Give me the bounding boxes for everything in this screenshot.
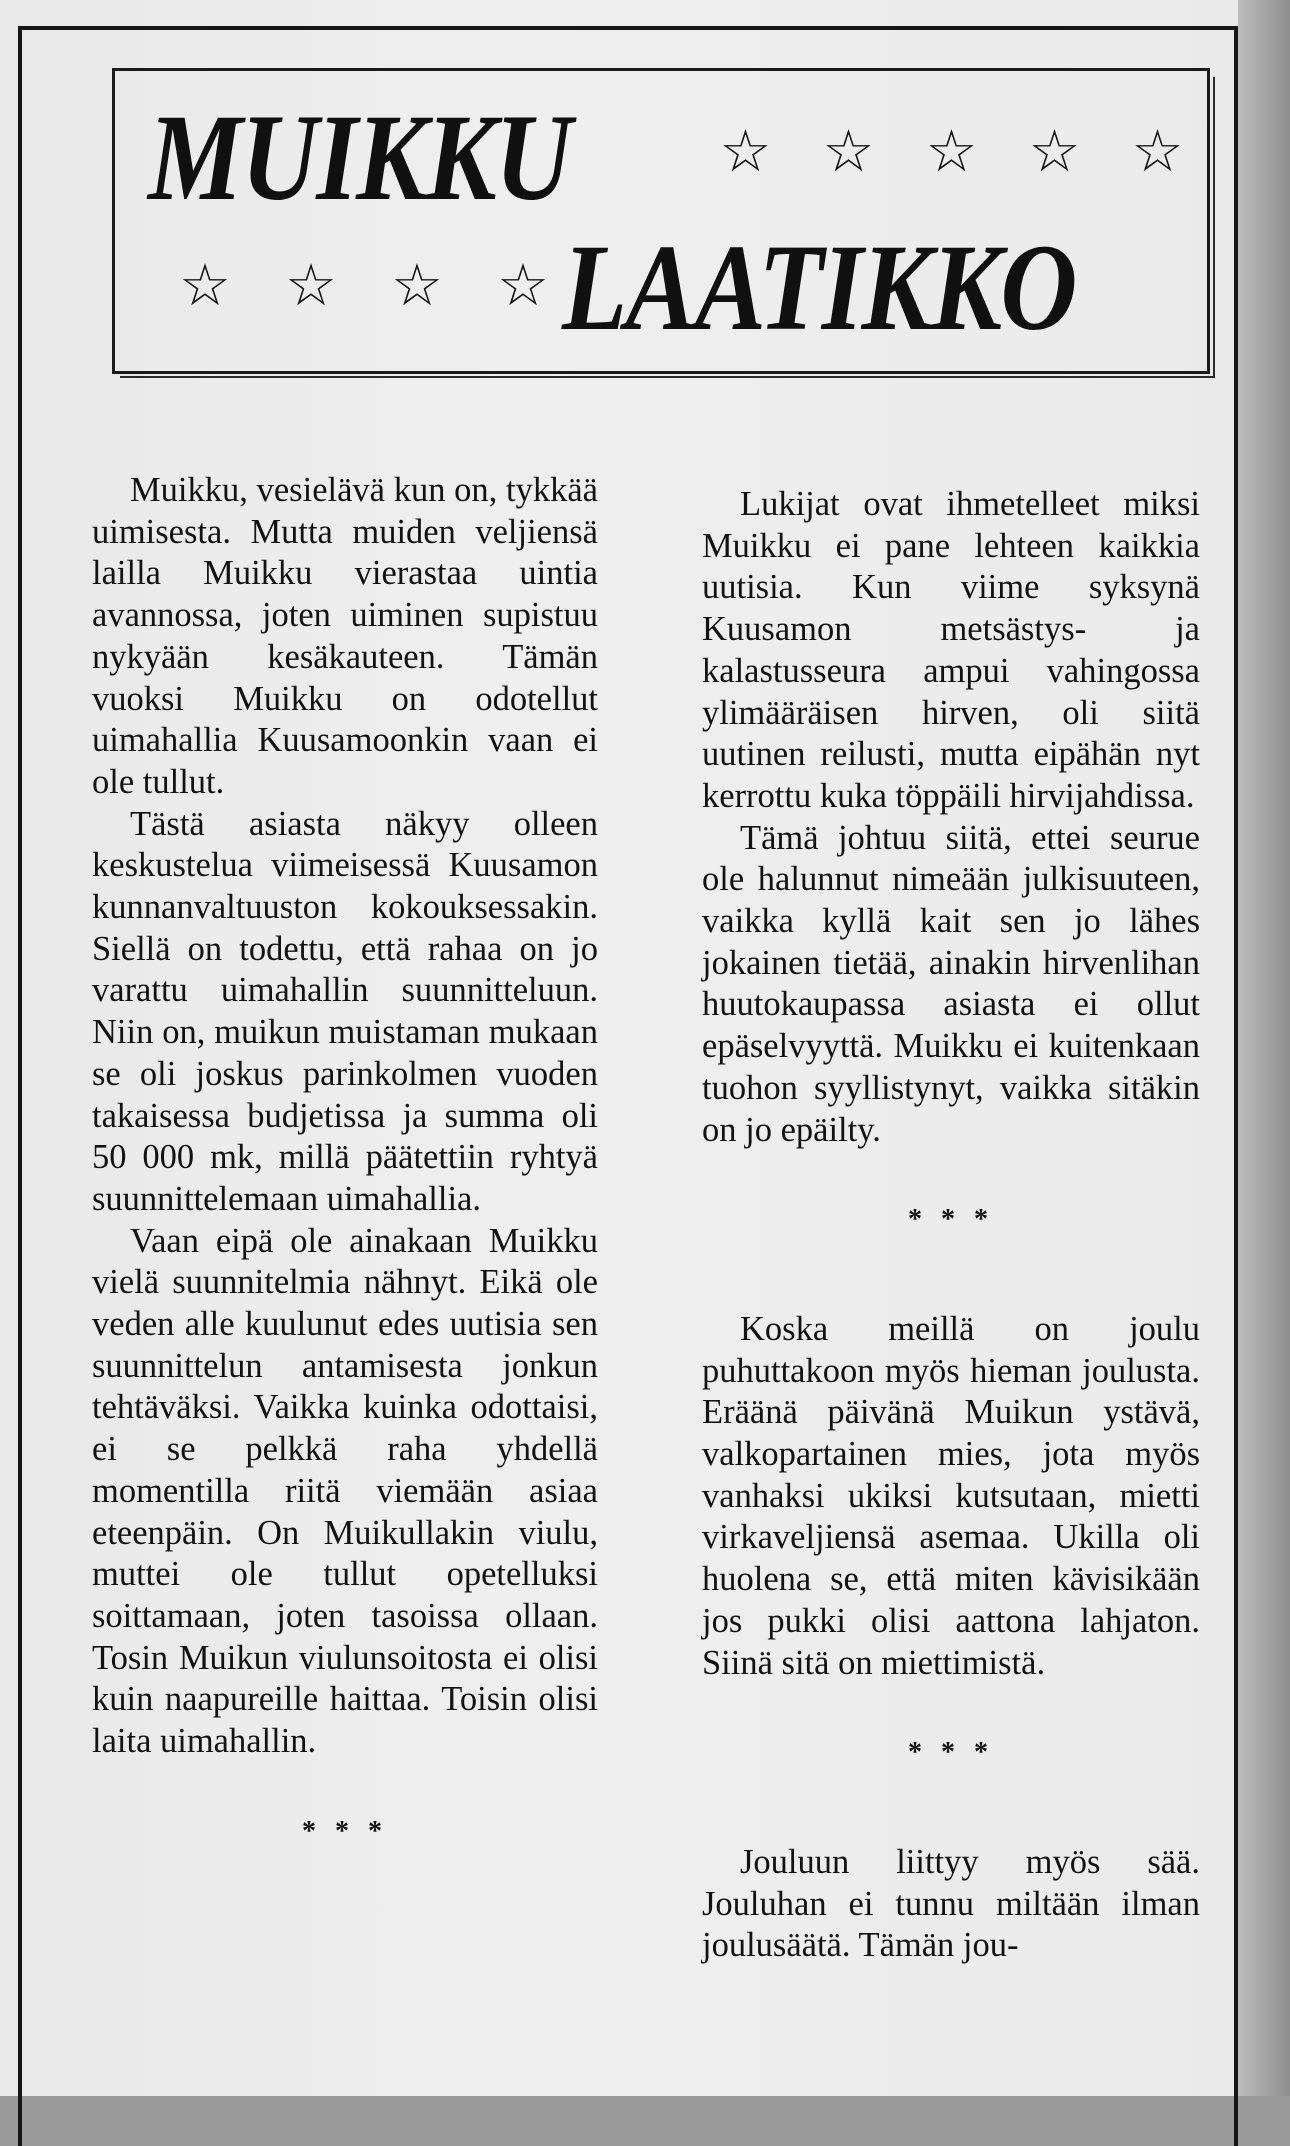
star-icon: ☆ bbox=[179, 251, 231, 319]
star-icon: ☆ bbox=[822, 117, 875, 185]
paragraph: Vaan eipä ole ainakaan Muikku vielä suunnitelmia nähnyt. Eikä ole veden alle kuulunut edes uutisia sen suunnittelun antamisesta jonkun tehtäväksi. Vaikka kuinka odottaisi, ei se pelkkä raha yhdellä momentilla riitä viemään asiaa eteenpäin. On Muikullakin viulu, muttei ole tullut opetelluksi soittamaan, joten tasoissa ollaan. Tosin Muikun viulunsoitosta ei olisi kuin naapureille haittaa. Toisin olisi laita uimahallin. bbox=[92, 1221, 598, 1761]
paragraph: Tämä johtuu siitä, ettei seurue ole halunnut nimeään julkisuuteen, vaikka kyllä kait sen jo lähes jokainen tietää, ainakin hirvenlihan huutokaupassa asiasta ei ollut epäselvyyttä. Muikku ei kuitenkaan tuohon syyllistynyt, vaikka sitäkin on jo epäilty. bbox=[702, 818, 1200, 1149]
paragraph: Koska meillä on joulu puhuttakoon myös hieman joulusta. Eräänä päivänä Muikun ystävä, valkopartainen mies, jota myös vanhaksi ukiksi kutsutaan, mietti virkaveljiensä asemaa. Ukilla oli huolena se, että miten kävisikään jos pukki olisi aattona lahjaton. Siinä sitä on miettimistä. bbox=[702, 1309, 1200, 1682]
headline-line1: MUIKKU bbox=[148, 89, 571, 226]
star-icon: ☆ bbox=[1131, 117, 1184, 185]
paragraph: Tästä asiasta näkyy olleen keskustelua viimeisessä Kuusamon kunnanvaltuuston kokouksessakin. Siellä on todettu, että rahaa on jo varattu uimahallin suunnitteluun. Niin on, muikun muistaman mukaan se oli joskus parinkolmen vuoden takaisessa budjetissa ja summa oli 50 000 mk, millä päätettiin ryhtyä suunnittelemaan uimahallia. bbox=[92, 804, 598, 1218]
paragraph: Jouluun liittyy myös sää. Jouluhan ei tunnu miltään ilman joulusäätä. Tämän jou- bbox=[702, 1842, 1200, 1965]
left-column bbox=[92, 470, 598, 1853]
paragraph: Lukijat ovat ihmetelleet miksi Muikku ei pane lehteen kaikkia uutisia. Kun viime syksynä Kuusamon metsästys- ja kalastusseura ampui vahingossa ylimääräisen hirven, oli siitä uutinen reilusti, mutta eipähän nyt kerrottu kuka töppäili hirvijahdissa. bbox=[702, 485, 1200, 815]
paragraph: Muikku, vesielävä kun on, tykkää uimisesta. Mutta muiden veljiensä lailla Muikku vierastaa uintia avannossa, joten uiminen supistuu nykyään kesäkauteen. Tämän vuoksi Muikku on odotellut uimahallia Kuusamoonkin vaan ei ole tullut. bbox=[92, 471, 598, 801]
section-separator: * * * bbox=[302, 1815, 388, 1847]
star-icon: ☆ bbox=[1028, 117, 1081, 185]
star-icon: ☆ bbox=[285, 251, 337, 319]
star-icon: ☆ bbox=[719, 117, 772, 185]
right-column bbox=[702, 484, 1200, 1967]
star-icon: ☆ bbox=[497, 251, 549, 319]
star-row-top bbox=[694, 117, 1209, 185]
page-edge bbox=[1238, 0, 1290, 2096]
star-icon: ☆ bbox=[925, 117, 978, 185]
star-icon: ☆ bbox=[391, 251, 443, 319]
star-row-bottom bbox=[152, 251, 576, 319]
section-separator: * * * bbox=[908, 1204, 994, 1236]
section-separator: * * * bbox=[908, 1737, 994, 1769]
headline-line2: LAATIKKO bbox=[562, 219, 1076, 356]
